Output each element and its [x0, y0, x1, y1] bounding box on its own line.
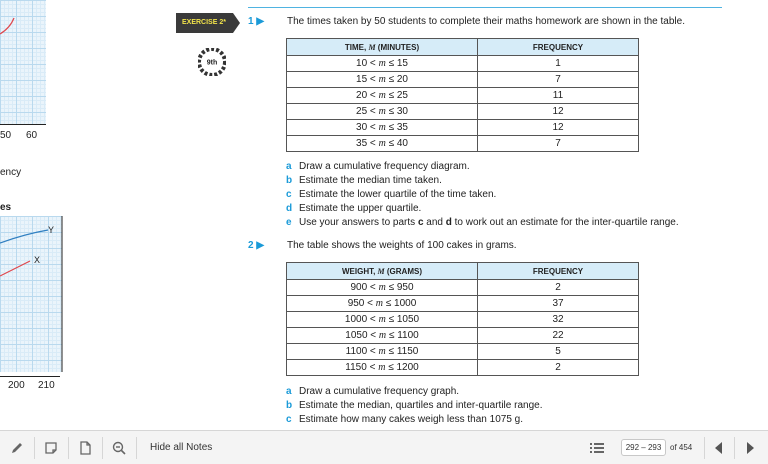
table-cell: 1050 < m ≤ 1100 — [287, 328, 478, 344]
table-cell: 30 < m ≤ 35 — [287, 120, 478, 136]
next-page-icon — [746, 442, 754, 454]
red-curve-top — [0, 0, 46, 124]
question-1-text: The times taken by 50 students to complete their maths homework are shown in the table. — [287, 16, 685, 27]
list-item — [286, 413, 542, 427]
sticky-note-icon — [44, 441, 58, 455]
table-cell: 35 < m ≤ 40 — [287, 136, 478, 152]
curve-label-y: Y — [48, 225, 55, 235]
table-cell: 11 — [478, 88, 639, 104]
table-row — [287, 280, 639, 296]
page-number-input[interactable]: 292 – 293 — [621, 439, 666, 456]
part-text: Estimate the median time taken. — [299, 175, 442, 186]
list-item — [286, 160, 679, 174]
part-letter: e — [286, 217, 292, 228]
list-item — [286, 202, 679, 216]
list-item — [286, 399, 542, 413]
table-row — [287, 328, 639, 344]
level-badge-icon — [198, 48, 226, 76]
table-cell: 32 — [478, 312, 639, 328]
table-row — [287, 360, 639, 376]
part-text: Estimate the lower quartile of the time taken. — [299, 189, 497, 200]
table-row — [287, 296, 639, 312]
table-cell: 22 — [478, 328, 639, 344]
table-cell: 1000 < m ≤ 1050 — [287, 312, 478, 328]
reader-toolbar — [0, 430, 768, 464]
table-row — [287, 104, 639, 120]
list-icon — [590, 442, 604, 454]
table-row — [287, 88, 639, 104]
page-icon — [78, 441, 92, 455]
table-cell: 15 < m ≤ 20 — [287, 72, 478, 88]
exercise-tab: EXERCISE 2* — [176, 13, 233, 33]
axis-tick-label: 200 — [8, 380, 25, 391]
part-letter: c — [286, 414, 292, 425]
axis-tick-label: 50 — [0, 130, 12, 141]
table-cell: 2 — [478, 360, 639, 376]
contents-list-button[interactable] — [583, 431, 611, 464]
left-page-fragment — [0, 0, 70, 430]
previous-page-button[interactable] — [704, 431, 734, 464]
table-row — [287, 136, 639, 152]
time-frequency-table — [286, 38, 639, 152]
table-cell: 7 — [478, 72, 639, 88]
x-axis-top — [0, 124, 46, 125]
table-cell: 25 < m ≤ 30 — [287, 104, 478, 120]
heading-fragment: es — [0, 202, 12, 213]
table-row — [287, 312, 639, 328]
part-text: Estimate the median, quartiles and inter-quartile range. — [299, 400, 543, 411]
curve-label-x: X — [34, 255, 41, 265]
list-item — [286, 188, 679, 202]
sticky-note-button[interactable] — [34, 431, 68, 464]
part-letter: c — [286, 189, 292, 200]
axis-tick-label: 210 — [38, 380, 55, 391]
list-item — [286, 174, 679, 188]
weight-frequency-table — [286, 262, 639, 376]
table-cell: 2 — [478, 280, 639, 296]
table-cell: 1 — [478, 56, 639, 72]
part-letter: b — [286, 175, 293, 186]
pencil-icon — [10, 441, 24, 455]
page-total: of 454 — [670, 443, 693, 452]
part-letter: a — [286, 161, 292, 172]
table-cell: 20 < m ≤ 25 — [287, 88, 478, 104]
zoom-out-button[interactable] — [102, 431, 136, 464]
axis-label-fragment: ency — [0, 167, 22, 178]
next-page-button[interactable] — [734, 431, 766, 464]
curves-bottom — [0, 216, 70, 376]
table-row — [287, 72, 639, 88]
table-cell: 900 < m ≤ 950 — [287, 280, 478, 296]
part-letter: d — [286, 203, 293, 214]
zoom-out-icon — [112, 441, 126, 455]
list-item — [286, 216, 679, 230]
page-button[interactable] — [68, 431, 102, 464]
part-text: Estimate how many cakes weigh less than 1075 g. — [299, 414, 524, 425]
table-cell: 1150 < m ≤ 1200 — [287, 360, 478, 376]
table-cell: 12 — [478, 120, 639, 136]
table-header: FREQUENCY — [478, 39, 639, 56]
table-cell: 5 — [478, 344, 639, 360]
table-row — [287, 120, 639, 136]
header-rule — [248, 7, 722, 8]
question-number-1: 1 ▶ — [248, 16, 265, 27]
toolbar-divider — [136, 437, 137, 459]
level-badge-text: 9th — [206, 59, 218, 67]
part-letter: a — [286, 386, 292, 397]
question-2-text: The table shows the weights of 100 cakes in grams. — [287, 240, 517, 251]
axis-tick-label: 60 — [26, 130, 38, 141]
table-cell: 1100 < m ≤ 1150 — [287, 344, 478, 360]
table-cell: 950 < m ≤ 1000 — [287, 296, 478, 312]
part-text: Draw a cumulative frequency graph. — [299, 386, 460, 397]
table-cell: 12 — [478, 104, 639, 120]
table-header: FREQUENCY — [478, 263, 639, 280]
part-text: Use your answers to parts c and d to work out an estimate for the inter-quartile range. — [299, 217, 679, 228]
table-cell: 37 — [478, 296, 639, 312]
table-row — [287, 344, 639, 360]
question-1-parts — [286, 160, 679, 230]
part-letter: b — [286, 400, 293, 411]
table-header: WEIGHT, M (GRAMS) — [287, 263, 478, 280]
question-2-parts — [286, 385, 542, 427]
prev-page-icon — [715, 442, 723, 454]
part-text: Estimate the upper quartile. — [299, 203, 422, 214]
x-axis-bottom — [0, 376, 60, 377]
pencil-button[interactable] — [0, 431, 34, 464]
table-cell: 10 < m ≤ 15 — [287, 56, 478, 72]
hide-all-notes-button[interactable]: Hide all Notes — [150, 442, 213, 453]
table-row — [287, 56, 639, 72]
question-number-2: 2 ▶ — [248, 240, 265, 251]
part-text: Draw a cumulative frequency diagram. — [299, 161, 470, 172]
table-cell: 7 — [478, 136, 639, 152]
table-header: TIME, M (MINUTES) — [287, 39, 478, 56]
list-item — [286, 385, 542, 399]
